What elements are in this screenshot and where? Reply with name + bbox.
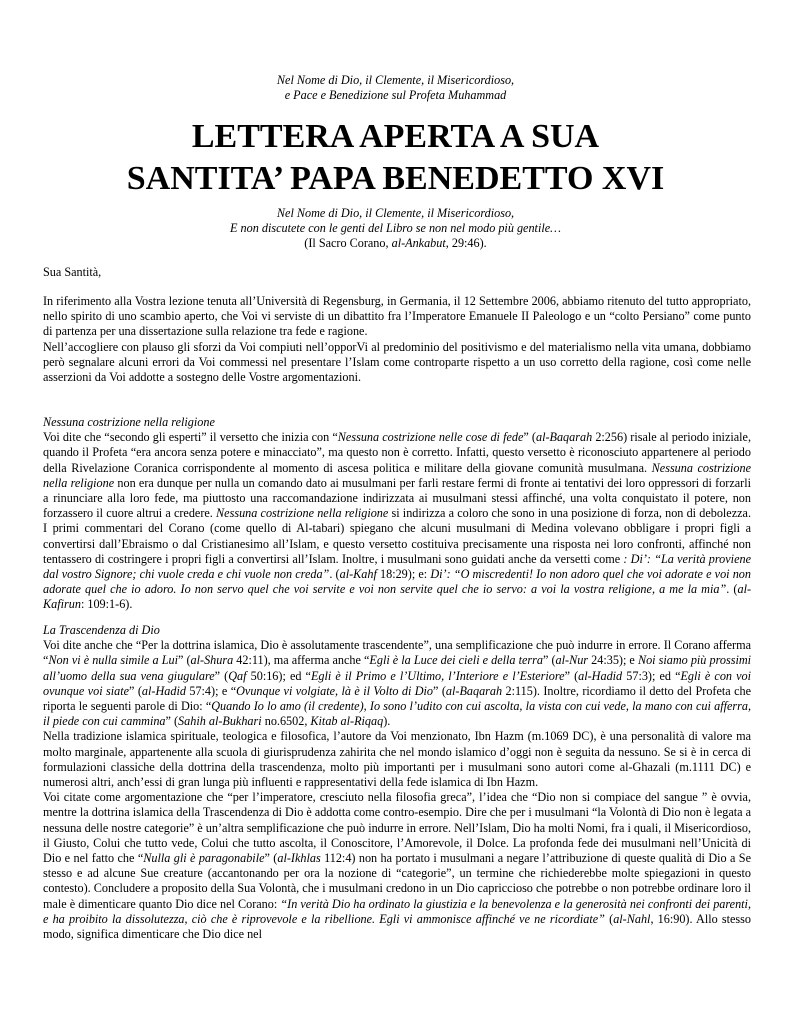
invocation-header	[0, 73, 791, 103]
invocation-line-2: e Pace e Benedizione sul Profeta Muhammad	[284, 88, 507, 102]
epigraph	[0, 206, 791, 251]
section-transcendence-paragraph-2: Nella tradizione islamica spirituale, teologica e filosofica, l’autore da Voi menzionato, Ibn Hazm (m.1069 DC), è una personalità di valore ma molto marginale, appartenente alla scuola di giurisprudenza zahirita che nel mondo islamico d’oggi non è seguita da nessuno. Se si è in cerca di formulazioni classiche della dottrina della trascendenza, molto più importanti per i musulmani sono autori come al-Ghazali (m.1111 DC) e numerosi altri, anch’essi di gran lunga più influenti e rappresentativi della fede islamica di Ibn Hazm.	[43, 729, 751, 790]
invocation-line-1: Nel Nome di Dio, il Clemente, il Misericordioso,	[276, 73, 515, 87]
epigraph-source: (Il Sacro Corano, al-Ankabut, 29:46).	[304, 236, 487, 250]
salutation	[43, 265, 751, 280]
intro-paragraph-1: In riferimento alla Vostra lezione tenuta all’Università di Regensburg, in Germania, il 12 Settembre 2006, abbiamo ritenuto del tutto appropriato, nello spirito di uno scambio aperto, che Voi vi serviste di un dibattito fra l’Imperatore Emanuele II Paleologo e un “colto Persiano” come punto di partenza per una dissertazione sulla relazione tra fede e ragione.	[43, 294, 751, 339]
document-title	[0, 116, 791, 200]
epigraph-line-1: Nel Nome di Dio, il Clemente, il Misericordioso,	[276, 206, 515, 220]
salutation-text: Sua Santità,	[43, 265, 102, 279]
section-transcendence-paragraph-1: Voi dite anche che “Per la dottrina islamica, Dio è assolutamente trascendente”, una semplificazione che può indurre in errore. Il Corano afferma “Non vi è nulla simile a Lui” (al-Shura 42:11), ma afferma anche “Egli è la Luce dei cieli e della terra” (al-Nur 24:35); e Noi siamo più prossimi all’uomo della sua vena giugulare” (Qaf 50:16); ed “Egli è il Primo e l’Ultimo, l’Interiore e l’Esteriore” (al-Hadid 57:3); ed “Egli è con voi ovunque voi siate” (al-Hadid 57:4); e “Ovunque vi volgiate, là è il Volto di Dio” (al-Baqarah 2:115). Inoltre, ricordiamo il detto del Profeta che riporta le seguenti parole di Dio: “Quando Io lo amo (il credente), Io sono l’udito con cui ascolta, la vista con cui vede, la mano con cui afferra, il piede con cui cammina” (Sahih al-Bukhari no.6502, Kitab al-Riqaq).	[43, 638, 752, 729]
title-line-1: LETTERA APERTA A SUA	[191, 118, 600, 155]
section-heading-transcendence: La Trascendenza di Dio	[43, 623, 160, 637]
intro-section	[43, 294, 751, 385]
title-line-2: SANTITA’ PAPA BENEDETTO XVI	[126, 160, 665, 197]
section-heading-no-compulsion: Nessuna costrizione nella religione	[43, 415, 215, 429]
section-no-compulsion-paragraph: Voi dite che “secondo gli esperti” il versetto che inizia con “Nessuna costrizione nelle cose di fede” (al-Baqarah 2:256) risale al periodo iniziale, quando il Profeta “era ancora senza potere e minacciato”, ma questo non è corretto. Infatti, questo versetto è riconosciuto appartenere al periodo della Rivelazione Coranica corrispondente al momento di ascesa politica e militare della giovane comunità musulmana. Nessuna costrizione nella religione non era dunque per nulla un comando dato ai musulmani per farli restare fermi di fronte ai tentativi dei loro oppressori di forzarli a rinunciare alla loro fede, ma piuttosto una raccomandazione indirizzata ai musulmani stessi affinché, una volta conquistato il potere, non forzassero il cuore altrui a credere. Nessuna costrizione nella religione si indirizza a coloro che sono in una posizione di forza, non di debolezza. I primi commentari del Corano (come quello di Al-tabari) spiegano che alcuni musulmani di Medina volevano obbligare i propri figli a convertirsi dall’Ebraismo o dal Cristianesimo all’Islam, e questo versetto costituiva precisamente una risposta nei loro confronti, affinché non tentassero di costringere i propri figli a convertirsi all’Islam. Inoltre, i musulmani sono guidati anche da versetti come : Di’: “La verità proviene dal vostro Signore; chi vuole creda e chi vuole non creda”. (al-Kahf 18:29); e: Di’: “O miscredenti! Io non adoro quel che voi adorate e voi non adorate quel che io adoro. Io non servo quel che voi servite e voi non servite quel che io servo: a voi la vostra religione, a me la mia”. (al-Kafirun: 109:1-6).	[43, 430, 752, 612]
intro-paragraph-2: Nell’accogliere con plauso gli sforzi da Voi compiuti nell’opporVi al predominio del positivismo e del materialismo nella vita umana, dobbiamo però segnalare alcuni errori da Voi commessi nel presentare l’Islam come controparte rispetto a un uso corretto della ragione, così come nelle asserzioni da Voi addotte a sostegno delle Vostre argomentazioni.	[43, 339, 751, 385]
section-no-compulsion	[43, 415, 751, 613]
epigraph-line-2: E non discutete con le genti del Libro se non nel modo più gentile…	[230, 221, 561, 235]
section-transcendence	[43, 623, 751, 942]
section-transcendence-paragraph-3: Voi citate come argomentazione che “per l’imperatore, cresciuto nella filosofia greca”, l’idea che “Dio non si compiace del sangue ” è ovvia, mentre la dottrina islamica della Trascendenza di Dio è addotta come contro-esempio. Dire che per i musulmani “la Volontà di Dio non è legata a nessuna delle nostre categorie” è un’altra semplificazione che può indurre in errore. Nell’Islam, Dio ha molti Nomi, fra i quali, il Misericordioso, il Giusto, Colui che tutto vede, Colui che tutto ascolta, il Conoscitore, l’Amorevole, il Dolce. La profonda fede dei musulmani nell’Unicità di Dio e nel fatto che “Nulla gli è paragonabile” (al-Ikhlas 112:4) non ha portato i musulmani a negare l’attribuzione di queste qualità di Dio a Se stesso e ad alcune Sue creature (accantonando per ora la nozione di “categorie”, un termine che richiederebbe molte spiegazioni in questo contesto). Concludere a proposito della Sua Volontà, che i musulmani credono in un Dio capriccioso che potrebbe o non potrebbe ordinare loro il male è dimenticare quanto Dio dice nel Corano: “In verità Dio ha ordinato la giustizia e la benevolenza e la generosità nei confronti dei parenti, e ha proibito la dissolutezza, ciò che è riprovevole e la ribellione. Egli vi ammonisce affinché ve ne ricordiate” (al-Nahl, 16:90). Allo stesso modo, significa dimenticare che Dio dice nel	[43, 790, 751, 942]
